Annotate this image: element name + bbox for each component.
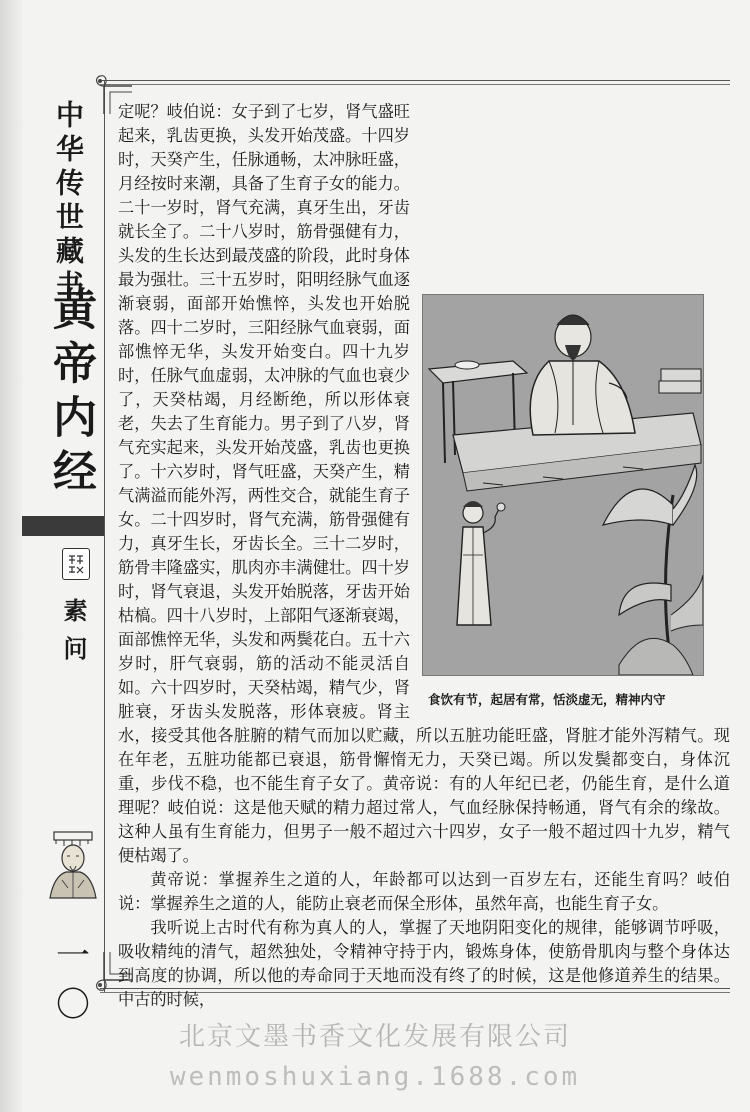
frame-top-line-inner [100, 84, 730, 85]
watermark-company: 北京文墨书香文化发展有限公司 [178, 1022, 571, 1052]
scholar-and-child-illustration-icon [423, 295, 703, 675]
paragraph-1: 定呢？岐伯说：女子到了七岁，肾气盛旺起来，乳齿更换，头发开始茂盛。十四岁时，天癸产生，任脉通畅，太冲脉旺盛，月经按时来潮，具备了生育子女的能力。二十一岁时，肾气充满，真牙生出，牙齿就长全了。二十八岁时，筋骨强健有力，头发的生长达到最茂盛的阶段，此时身体最为强壮。三十五岁时，阳明经脉气血逐渐衰弱，面部开始憔悴，头发也开始脱落。四十二岁时，三阳经脉气血衰弱，面部憔悴无华，头发开始变白。四十九岁时，任脉气血虚弱，太冲脉的气血也衰少了，天癸枯竭，月经断绝，所以形体衰老，失去了生育能力。男子到了八岁，肾气充实起来，头发开始茂盛，乳齿也更换了。十六岁时，肾气旺盛，天癸产生，精气满溢而能外泻，两性交合，就能生育子女。二十四岁时，肾气充满，筋骨强健有力，真牙生长，牙齿长全。三十二岁时，筋骨丰隆盛实，肌肉亦丰满健壮。四十岁时，肾气衰退，头发开始脱落，牙齿开始枯槁。四十八岁时，上部阳气逐渐衰竭，面部憔悴无华，头发和两鬓花白。五十六岁时，肝气衰弱，筋的活动不能灵活自如。六十四岁时，天癸枯竭，精气少，肾脏衰，牙齿头发脱落，形体衰疲。肾主水，接受其他各脏腑的精气而加以贮藏，所以五脏功能旺盛，肾脏才能外泻精气。现在年老，五脏功能都已衰退，筋骨懈惰无力，天癸已竭。所以发鬓都变白，身体沉重，步伐不稳，也不能生育子女了。黄帝说：有的人年纪已老，仍能生育，是什么道理呢？岐伯说：这是他天赋的精力超过常人，气血经脉保持畅通，肾气有余的缘故。这种人虽有生育能力，但男子一般不超过六十四岁，女子一般不超过四十九岁，精气便枯竭了。 [118, 102, 730, 865]
book-title: 黄帝内经 [45, 286, 96, 502]
series-title: 中华传世藏书 [52, 100, 85, 304]
watermark-url: wenmoshuxiang.1688.com [169, 1062, 581, 1092]
page-number: 一〇 [56, 936, 88, 1025]
paragraph-2: 黄帝说：掌握养生之道的人，年龄都可以达到一百岁左右，还能生育吗？岐伯说：掌握养生之道的人，能防止衰老而保全形体，虽然年高，也能生育子女。 [118, 870, 730, 913]
section-title: 素问 [59, 598, 87, 674]
section-divider-band [22, 516, 104, 536]
frame-left-line [104, 80, 105, 992]
emperor-portrait-icon [44, 830, 102, 900]
figure-caption: 食饮有节，起居有常，恬淡虚无，精神内守 [428, 692, 666, 707]
seal-stamp-icon [62, 548, 90, 580]
illustration-figure [422, 294, 736, 722]
frame-top-line [100, 80, 730, 81]
main-text-area [118, 100, 730, 1009]
page-gutter [0, 0, 22, 1112]
paragraph-3: 我听说上古时代有称为真人的人，掌握了天地阴阳变化的规律，能够调节呼吸，吸收精纯的清气，超然独处，令精神守持于内，锻炼身体，使筋骨肌肉与整个身体达到高度的协调，所以他的寿命同于天地而没有终了的时候，这是他修道养生的结果。中古的时候， [118, 918, 730, 1009]
illustration-image [422, 294, 704, 676]
